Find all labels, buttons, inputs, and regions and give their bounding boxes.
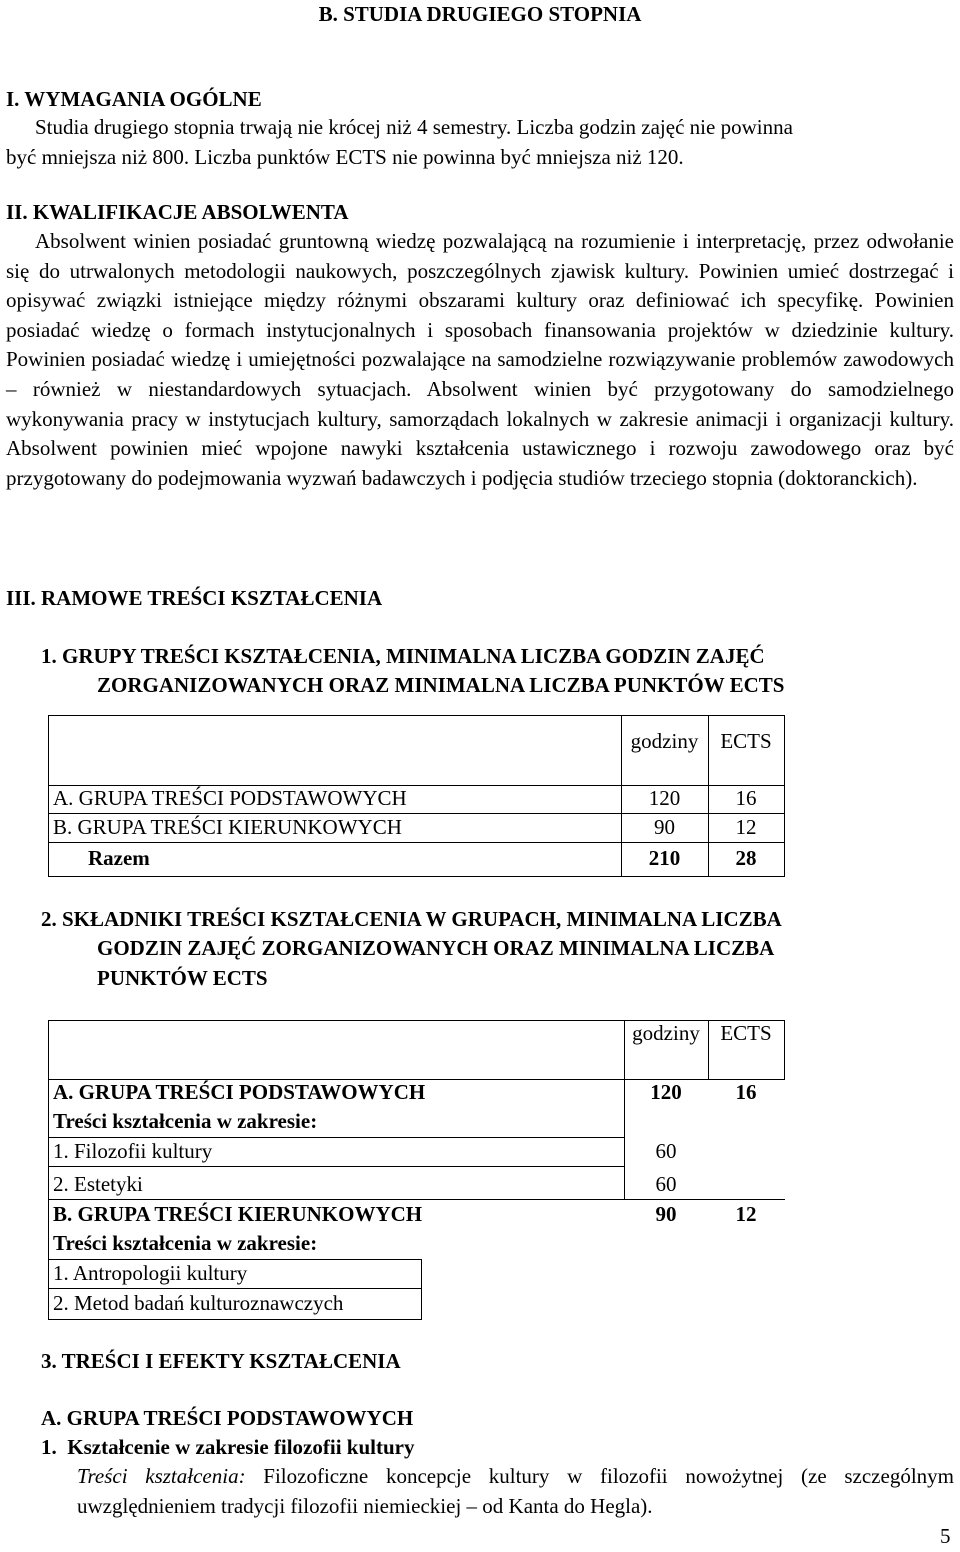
table-row-total-name: Razem bbox=[88, 846, 150, 870]
subsection-1-title-line-1: 1. GRUPY TREŚCI KSZTAŁCENIA, MINIMALNA LICZBA GODZIN ZAJĘĆ bbox=[41, 644, 765, 668]
item-1-heading: 1. Kształcenie w zakresie filozofii kultury bbox=[41, 1435, 415, 1459]
item-1-content bbox=[77, 1462, 954, 1521]
table-row-ects: 12 bbox=[735, 815, 757, 839]
subsection-2-title-line-2: GODZIN ZAJĘĆ ZORGANIZOWANYCH ORAZ MINIMALNA LICZBA bbox=[97, 936, 775, 960]
section-heading-frame-content: III. RAMOWE TREŚCI KSZTAŁCENIA bbox=[6, 586, 383, 610]
table-row-name: 2. Estetyki bbox=[53, 1172, 143, 1196]
subsection-3-title: 3. TREŚCI I EFEKTY KSZTAŁCENIA bbox=[41, 1349, 401, 1373]
table-row-name: 1. Filozofii kultury bbox=[53, 1139, 213, 1163]
table-row-group-a-hours: 120 bbox=[650, 1080, 682, 1104]
content-label: Treści kształcenia: bbox=[77, 1464, 246, 1488]
table-header-ects: ECTS bbox=[720, 1021, 772, 1045]
table-row-ects: 16 bbox=[735, 786, 757, 810]
table-row-group-a-name: A. GRUPA TREŚCI PODSTAWOWYCH bbox=[53, 1080, 426, 1104]
table-row-hours: 120 bbox=[648, 786, 681, 810]
requirements-line-2: być mniejsza niż 800. Liczba punktów ECTS nie powinna być mniejsza niż 120. bbox=[6, 145, 684, 169]
table-header-hours: godziny bbox=[630, 729, 699, 753]
section-heading-qualifications: II. KWALIFIKACJE ABSOLWENTA bbox=[6, 200, 349, 224]
table-row-subheading: Treści kształcenia w zakresie: bbox=[53, 1109, 318, 1133]
table-row-name: 2. Metod badań kulturoznawczych bbox=[53, 1291, 344, 1315]
table-row-hours: 90 bbox=[654, 815, 675, 839]
requirements-line-1: Studia drugiego stopnia trwają nie krócej niż 4 semestry. Liczba godzin zajęć nie powinna bbox=[35, 115, 793, 139]
table-header-hours: godziny bbox=[632, 1021, 700, 1045]
table-row-group-b-hours: 90 bbox=[655, 1202, 677, 1226]
qualifications-paragraph: Absolwent winien posiadać gruntowną wiedzę pozwalającą na rozumienie i interpretację, przez odwołanie się do utrwalonych metodologii naukowych, poszczególnych zjawisk kultury. Powinien umieć dostrzegać i opisywać związki istniejące między różnymi obszarami kultury oraz definiować ich specyfikę. Powinien posiadać wiedzę o formach instytucjonalnych i sposobach finansowania projektów w dziedzinie kultury. Powinien posiadać wiedzę i umiejętności pozwalające na samodzielne rozwiązywanie problemów zawodowych – również w niestandardowych sytuacjach. Absolwent winien być przygotowany do samodzielnego wykonywania pracy w instytucjach kultury, samorządach lokalnych w zakresie animacji i organizacji kultury. Absolwent powinien mieć wpojone nawyki kształcenia ustawicznego i rozwoju zawodowego oraz być przygotowany do podejmowania wyzwań badawczych i podjęcia studiów trzeciego stopnia (doktoranckich). bbox=[6, 229, 954, 490]
table-row-hours: 60 bbox=[655, 1172, 677, 1196]
page-number: 5 bbox=[940, 1524, 951, 1548]
subsection-2-title-line-3: PUNKTÓW ECTS bbox=[97, 966, 268, 990]
table-row-total-hours: 210 bbox=[648, 846, 681, 870]
page-title: B. STUDIA DRUGIEGO STOPNIA bbox=[318, 2, 642, 26]
table-row-name: 1. Antropologii kultury bbox=[53, 1261, 248, 1285]
table-row-group-a-ects: 16 bbox=[735, 1080, 757, 1104]
content-text: Filozoficzne koncepcje kultury w filozofii nowożytnej (ze szczególnym uwzględnieniem tradycji filozofii niemieckiej – od Kanta do Hegla). bbox=[77, 1464, 954, 1518]
subsection-1-title-line-2: ZORGANIZOWANYCH ORAZ MINIMALNA LICZBA PUNKTÓW ECTS bbox=[97, 673, 785, 697]
table-header-ects: ECTS bbox=[720, 729, 772, 753]
table-row-subheading: Treści kształcenia w zakresie: bbox=[53, 1231, 318, 1255]
table-row-hours: 60 bbox=[655, 1139, 677, 1163]
table-row-name: A. GRUPA TREŚCI PODSTAWOWYCH bbox=[53, 786, 407, 810]
group-a-heading: A. GRUPA TREŚCI PODSTAWOWYCH bbox=[41, 1406, 414, 1430]
section-heading-requirements: I. WYMAGANIA OGÓLNE bbox=[6, 87, 262, 111]
table-row-total-ects: 28 bbox=[735, 846, 757, 870]
table-row-name: B. GRUPA TREŚCI KIERUNKOWYCH bbox=[53, 815, 402, 839]
subsection-2-title-line-1: 2. SKŁADNIKI TREŚCI KSZTAŁCENIA W GRUPACH, MINIMALNA LICZBA bbox=[41, 907, 782, 931]
table-row-group-b-ects: 12 bbox=[735, 1202, 757, 1226]
table-row-group-b-name: B. GRUPA TREŚCI KIERUNKOWYCH bbox=[53, 1202, 423, 1226]
